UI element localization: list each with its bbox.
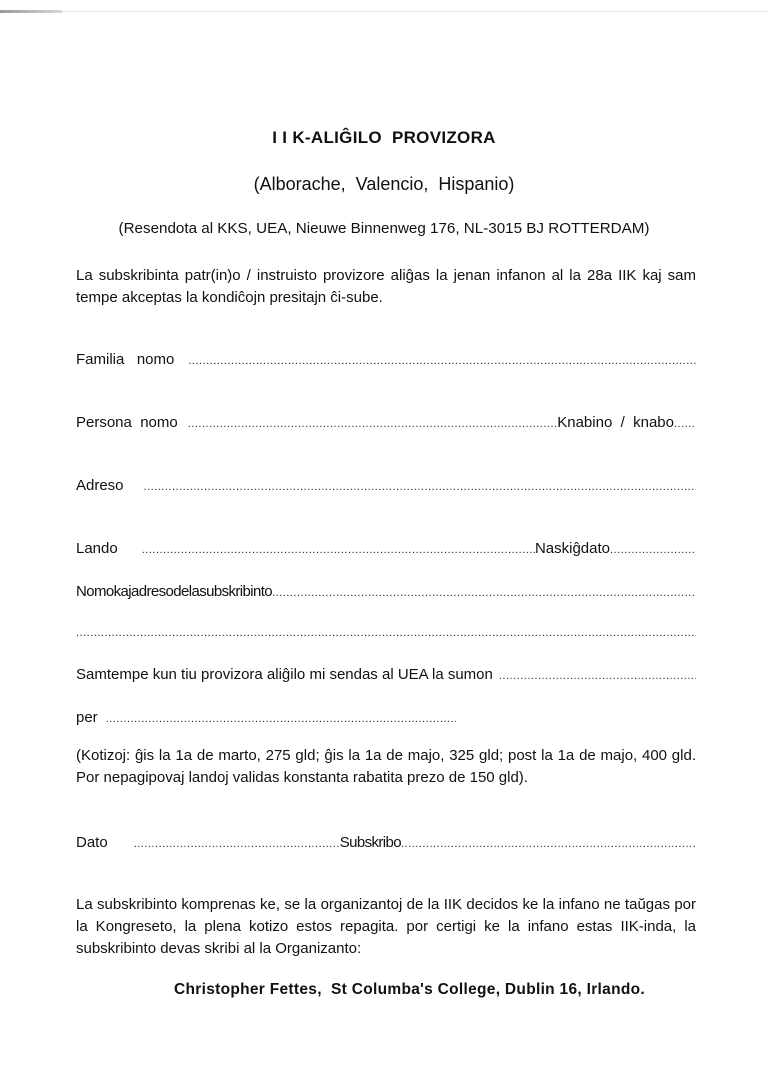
naskigdato-label: Naskiĝdato (534, 540, 610, 557)
organizer-address: Christopher Fettes, St Columba's College, Dublin 16, Irlando. (174, 981, 645, 998)
subskribo-fill-line[interactable] (401, 834, 696, 854)
naskigdato-fill-line[interactable] (610, 540, 696, 560)
knabino-knabo-label: Knabino / knabo (557, 414, 674, 431)
dato-fill-line[interactable] (134, 834, 340, 854)
nomo-kaj-adreso-label: Nomokajadresodelasubskribinto (76, 583, 273, 600)
scan-edge-mark (0, 10, 62, 13)
persona-nomo-fill-line[interactable] (188, 414, 558, 434)
field-per[interactable] (76, 708, 456, 729)
form-title: I I K-ALIĜILO PROVIZORA (272, 128, 496, 147)
subskribo-label: Subskribo (339, 834, 401, 851)
lando-label: Lando (76, 540, 118, 557)
closing-note: La subskribinto komprenas ke, se la organizantoj de la IIK decidos ke la infano ne taŭgas por la Kongreseto, la plena kotizo estos repagita. por certigi ke la infano estas IIK-inda, la subskribinto devas skribi al la Organizanto: (76, 896, 696, 957)
per-fill-line[interactable] (106, 709, 456, 729)
fees-note: (Kotizoj: ĝis la 1a de marto, 275 gld; ĝis la 1a de majo, 325 gld; post la 1a de majo, 400 gld. Por nepagipovaj landoj validas konstanta rabatita prezo de 150 gld). (76, 747, 696, 786)
field-sumon[interactable] (76, 665, 696, 686)
adreso-label: Adreso (76, 477, 124, 494)
nomo-kaj-adreso-fill-line-2[interactable] (76, 623, 696, 643)
field-persona-nomo[interactable] (76, 413, 696, 434)
adreso-fill-line[interactable] (144, 477, 696, 497)
sumon-label: Samtempe kun tiu provizora aliĝilo mi sendas al UEA la sumon (76, 666, 493, 683)
intro-paragraph: La subskribinta patr(in)o / instruisto provizore aliĝas la jenan infanon al la 28a IIK kaj sam tempe akceptas la kondiĉojn presitajn ĉi-sube. (76, 267, 696, 306)
sumon-fill-line[interactable] (499, 666, 696, 686)
field-lando[interactable] (76, 539, 696, 560)
dato-label: Dato (76, 834, 108, 851)
field-familia-nomo[interactable] (76, 350, 696, 371)
field-adreso[interactable] (76, 476, 696, 497)
form-subtitle: (Alborache, Valencio, Hispanio) (253, 174, 515, 194)
field-dato-subskribo[interactable] (76, 833, 696, 854)
nomo-kaj-adreso-fill-line[interactable] (272, 583, 696, 603)
scan-edge-line (62, 11, 768, 12)
per-label: per (76, 709, 98, 726)
familia-nomo-label: Familia nomo (76, 351, 175, 368)
field-nomo-kaj-adreso-continued[interactable] (76, 623, 696, 643)
persona-nomo-label: Persona nomo (76, 414, 178, 431)
return-address: (Resendota al KKS, UEA, Nieuwe Binnenweg 176, NL-3015 BJ ROTTERDAM) (118, 220, 650, 237)
field-nomo-kaj-adreso[interactable] (76, 582, 696, 603)
familia-nomo-fill-line[interactable] (188, 351, 696, 371)
knabino-knabo-fill-line[interactable] (674, 414, 696, 434)
lando-fill-line[interactable] (142, 540, 535, 560)
